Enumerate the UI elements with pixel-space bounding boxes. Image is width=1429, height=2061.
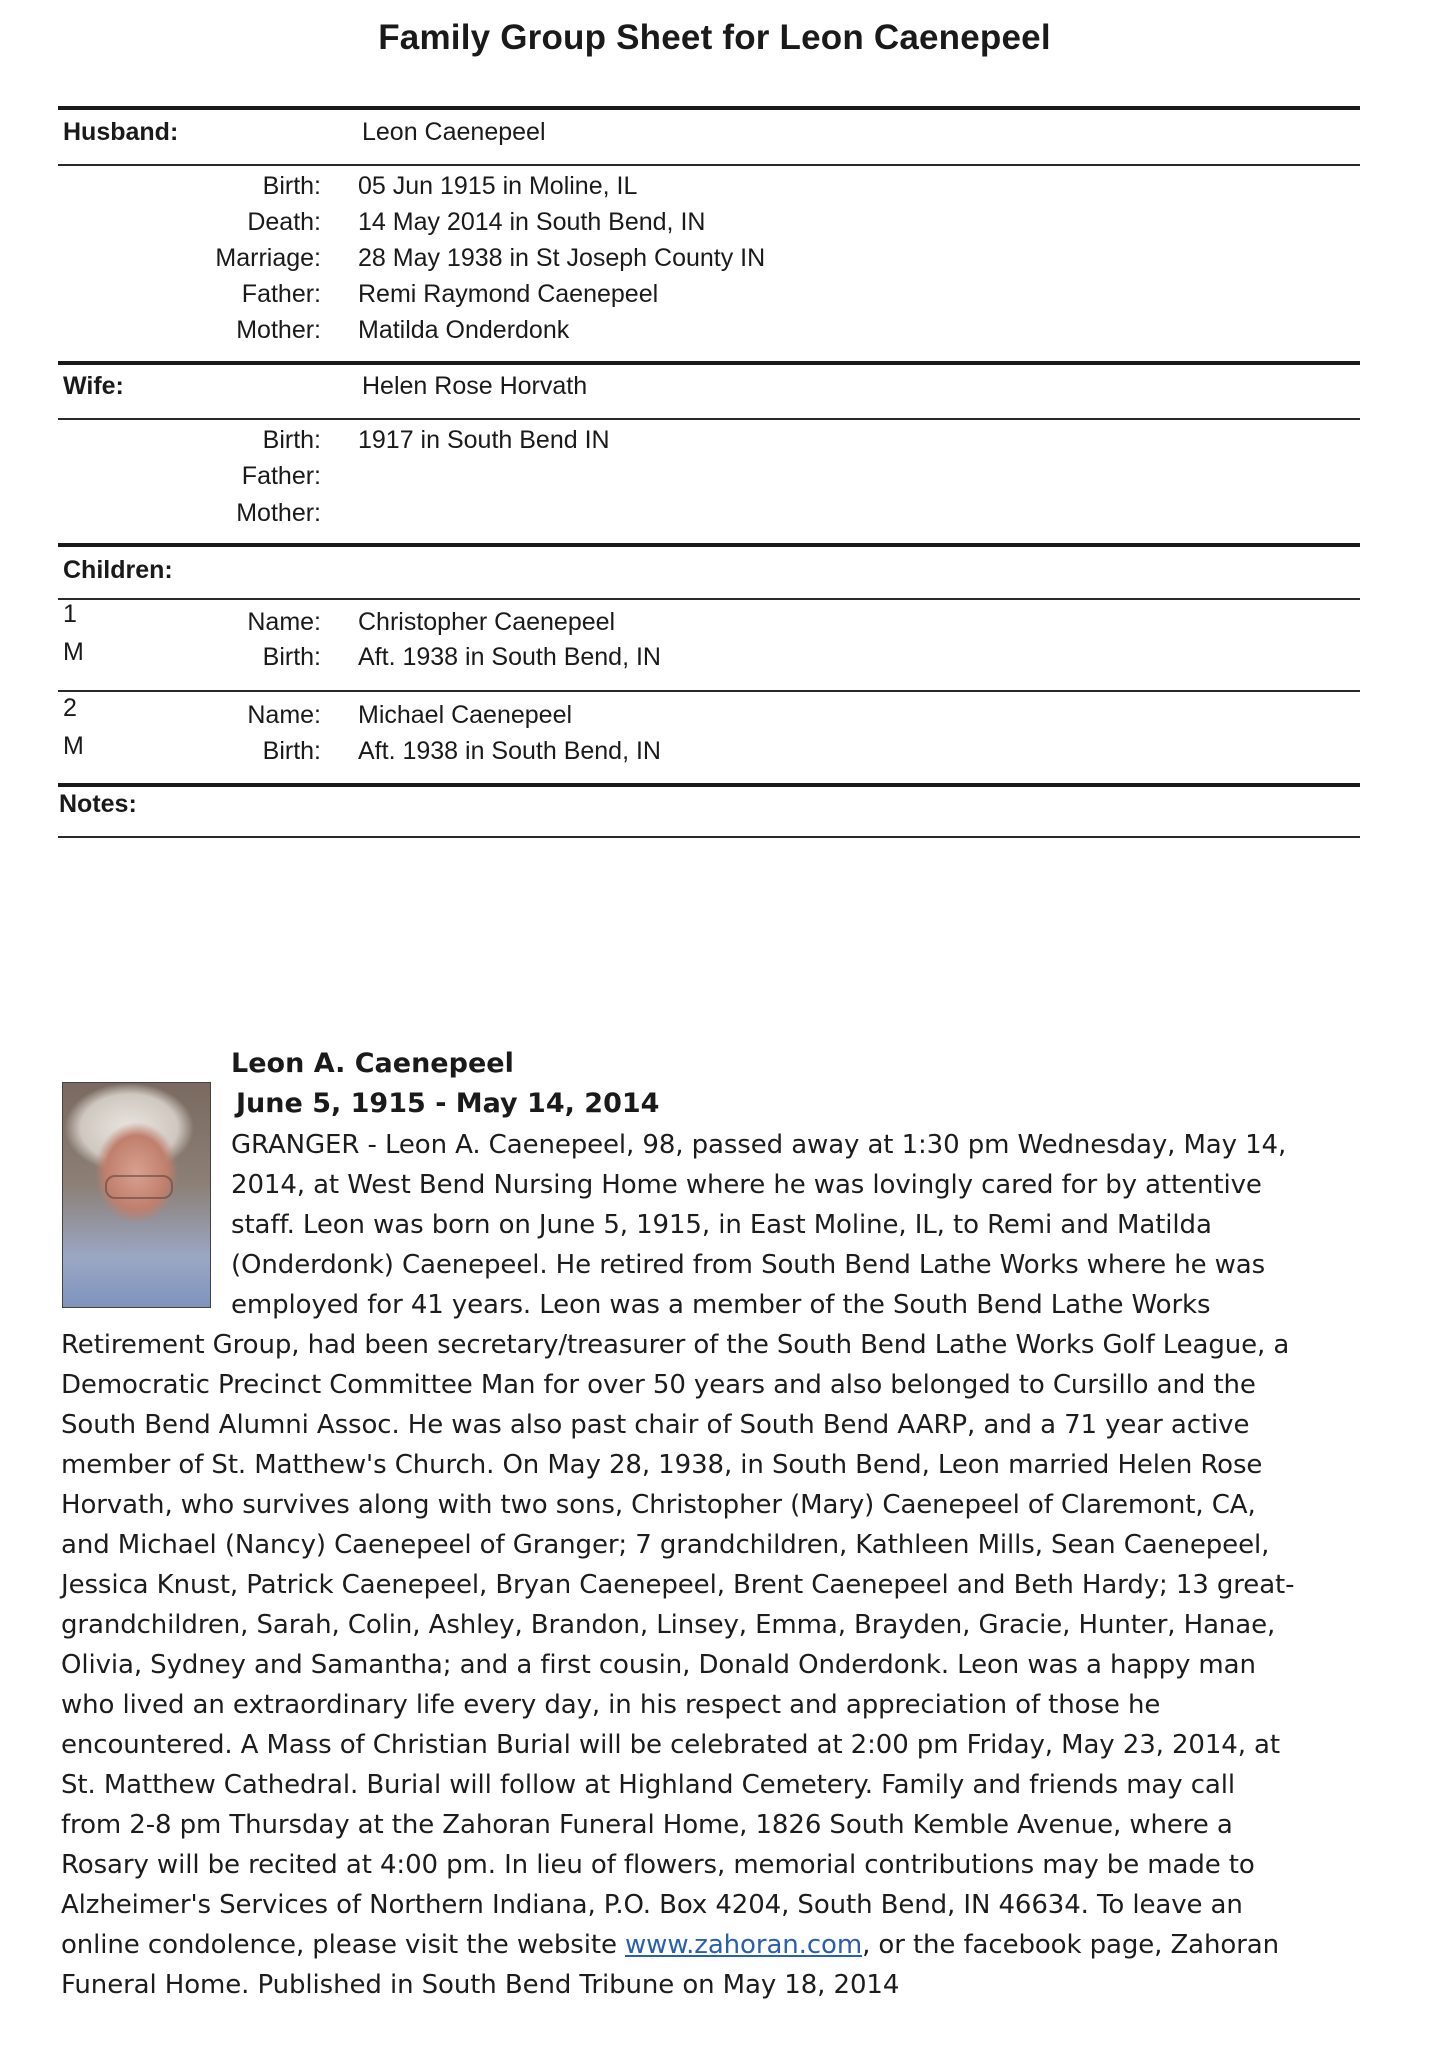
section-divider bbox=[58, 106, 1360, 110]
obituary-line: St. Matthew Cathedral. Burial will follow at Highland Cemetery. Family and friends may call bbox=[61, 1770, 1235, 1800]
wife-label: Wife: bbox=[63, 372, 124, 400]
wife-mother-label: Mother: bbox=[236, 499, 321, 527]
obituary-line-text: online condolence, please visit the website bbox=[61, 1930, 626, 1960]
obituary-line: Alzheimer's Services of Northern Indiana, P.O. Box 4204, South Bend, IN 46634. To leave an bbox=[61, 1890, 1243, 1920]
child-2-name: Michael Caenepeel bbox=[358, 701, 573, 729]
obituary-line: who lived an extraordinary life every day, in his respect and appreciation of those he bbox=[61, 1690, 1161, 1720]
husband-father-value: Remi Raymond Caenepeel bbox=[358, 280, 659, 308]
child-1-name: Christopher Caenepeel bbox=[358, 608, 616, 636]
child-1-birth: Aft. 1938 in South Bend, IN bbox=[358, 643, 661, 671]
obituary-line: Rosary will be recited at 4:00 pm. In lieu of flowers, memorial contributions may be made to bbox=[61, 1850, 1255, 1880]
notes-label: Notes: bbox=[59, 790, 137, 818]
obituary-line: Jessica Knust, Patrick Caenepeel, Bryan Caenepeel, Brent Caenepeel and Beth Hardy; 13 great- bbox=[61, 1570, 1295, 1600]
obituary-line: 2014, at West Bend Nursing Home where he was lovingly cared for by attentive bbox=[231, 1170, 1262, 1200]
husband-mother-value: Matilda Onderdonk bbox=[358, 316, 570, 344]
section-divider bbox=[58, 783, 1360, 787]
obituary-line: South Bend Alumni Assoc. He was also past chair of South Bend AARP, and a 71 year active bbox=[61, 1410, 1250, 1440]
obituary-photo bbox=[62, 1082, 211, 1308]
section-divider bbox=[58, 543, 1360, 547]
obituary-line: encountered. A Mass of Christian Burial will be celebrated at 2:00 pm Friday, May 23, 2014, at bbox=[61, 1730, 1280, 1760]
obituary-line: Funeral Home. Published in South Bend Tribune on May 18, 2014 bbox=[61, 1970, 900, 2000]
husband-death-value: 14 May 2014 in South Bend, IN bbox=[358, 208, 706, 236]
husband-death-label: Death: bbox=[247, 208, 321, 236]
husband-father-label: Father: bbox=[241, 280, 321, 308]
obituary-line: (Onderdonk) Caenepeel. He retired from South Bend Lathe Works where he was bbox=[231, 1250, 1266, 1280]
husband-mother-label: Mother: bbox=[236, 316, 321, 344]
section-divider bbox=[58, 836, 1360, 838]
obituary-line: from 2-8 pm Thursday at the Zahoran Funeral Home, 1826 South Kemble Avenue, where a bbox=[61, 1810, 1233, 1840]
obituary-line: Retirement Group, had been secretary/treasurer of the South Bend Lathe Works Golf League, a bbox=[61, 1330, 1290, 1360]
obituary-line: Horvath, who survives along with two sons, Christopher (Mary) Caenepeel of Claremont, CA, bbox=[61, 1490, 1256, 1520]
section-divider bbox=[58, 598, 1360, 600]
obituary-line: employed for 41 years. Leon was a member of the South Bend Lathe Works bbox=[231, 1290, 1211, 1320]
page-title: Family Group Sheet for Leon Caenepeel bbox=[378, 18, 1051, 57]
glasses-icon bbox=[105, 1175, 173, 1199]
obituary-line: grandchildren, Sarah, Colin, Ashley, Brandon, Linsey, Emma, Brayden, Gracie, Hunter, Hanae, bbox=[61, 1610, 1276, 1640]
husband-name: Leon Caenepeel bbox=[362, 118, 546, 146]
child-2-birth: Aft. 1938 in South Bend, IN bbox=[358, 737, 661, 765]
obituary-line-with-link bbox=[61, 1930, 1279, 1960]
child-1-sex: M bbox=[63, 638, 84, 666]
child-2-sex: M bbox=[63, 732, 84, 760]
husband-birth-label: Birth: bbox=[262, 172, 321, 200]
section-divider bbox=[58, 690, 1360, 692]
wife-birth-label: Birth: bbox=[262, 426, 321, 454]
obituary-line: member of St. Matthew's Church. On May 28, 1938, in South Bend, Leon married Helen Rose bbox=[61, 1450, 1263, 1480]
obituary-line: and Michael (Nancy) Caenepeel of Granger; 7 grandchildren, Kathleen Mills, Sean Caenepeel, bbox=[61, 1530, 1270, 1560]
section-divider bbox=[58, 361, 1360, 365]
obituary-line: Olivia, Sydney and Samantha; and a first cousin, Donald Onderdonk. Leon was a happy man bbox=[61, 1650, 1256, 1680]
obituary-line: GRANGER - Leon A. Caenepeel, 98, passed away at 1:30 pm Wednesday, May 14, bbox=[231, 1130, 1287, 1160]
husband-label: Husband: bbox=[63, 118, 179, 146]
child-2-birth-label: Birth: bbox=[262, 737, 321, 765]
husband-marriage-label: Marriage: bbox=[215, 244, 321, 272]
obituary-dates: June 5, 1915 - May 14, 2014 bbox=[236, 1088, 660, 1119]
obituary-line: staff. Leon was born on June 5, 1915, in East Moline, IL, to Remi and Matilda bbox=[231, 1210, 1212, 1240]
children-label: Children: bbox=[63, 556, 173, 584]
family-group-sheet bbox=[0, 0, 1429, 860]
wife-father-label: Father: bbox=[241, 462, 321, 490]
wife-name: Helen Rose Horvath bbox=[362, 372, 588, 400]
child-1-number: 1 bbox=[63, 600, 77, 628]
section-divider bbox=[58, 164, 1360, 166]
child-1-name-label: Name: bbox=[247, 608, 321, 636]
child-2-name-label: Name: bbox=[247, 701, 321, 729]
husband-marriage-value: 28 May 1938 in St Joseph County IN bbox=[358, 244, 766, 272]
obituary-line: Democratic Precinct Committee Man for over 50 years and also belonged to Cursillo and the bbox=[61, 1370, 1256, 1400]
child-1-birth-label: Birth: bbox=[262, 643, 321, 671]
obituary-name: Leon A. Caenepeel bbox=[231, 1048, 514, 1079]
zahoran-website-link[interactable]: www.zahoran.com bbox=[625, 1930, 863, 1960]
section-divider bbox=[58, 418, 1360, 420]
obituary-line-text: , or the facebook page, Zahoran bbox=[862, 1930, 1279, 1960]
husband-birth-value: 05 Jun 1915 in Moline, IL bbox=[358, 172, 638, 200]
wife-birth-value: 1917 in South Bend IN bbox=[358, 426, 610, 454]
child-2-number: 2 bbox=[63, 694, 77, 722]
